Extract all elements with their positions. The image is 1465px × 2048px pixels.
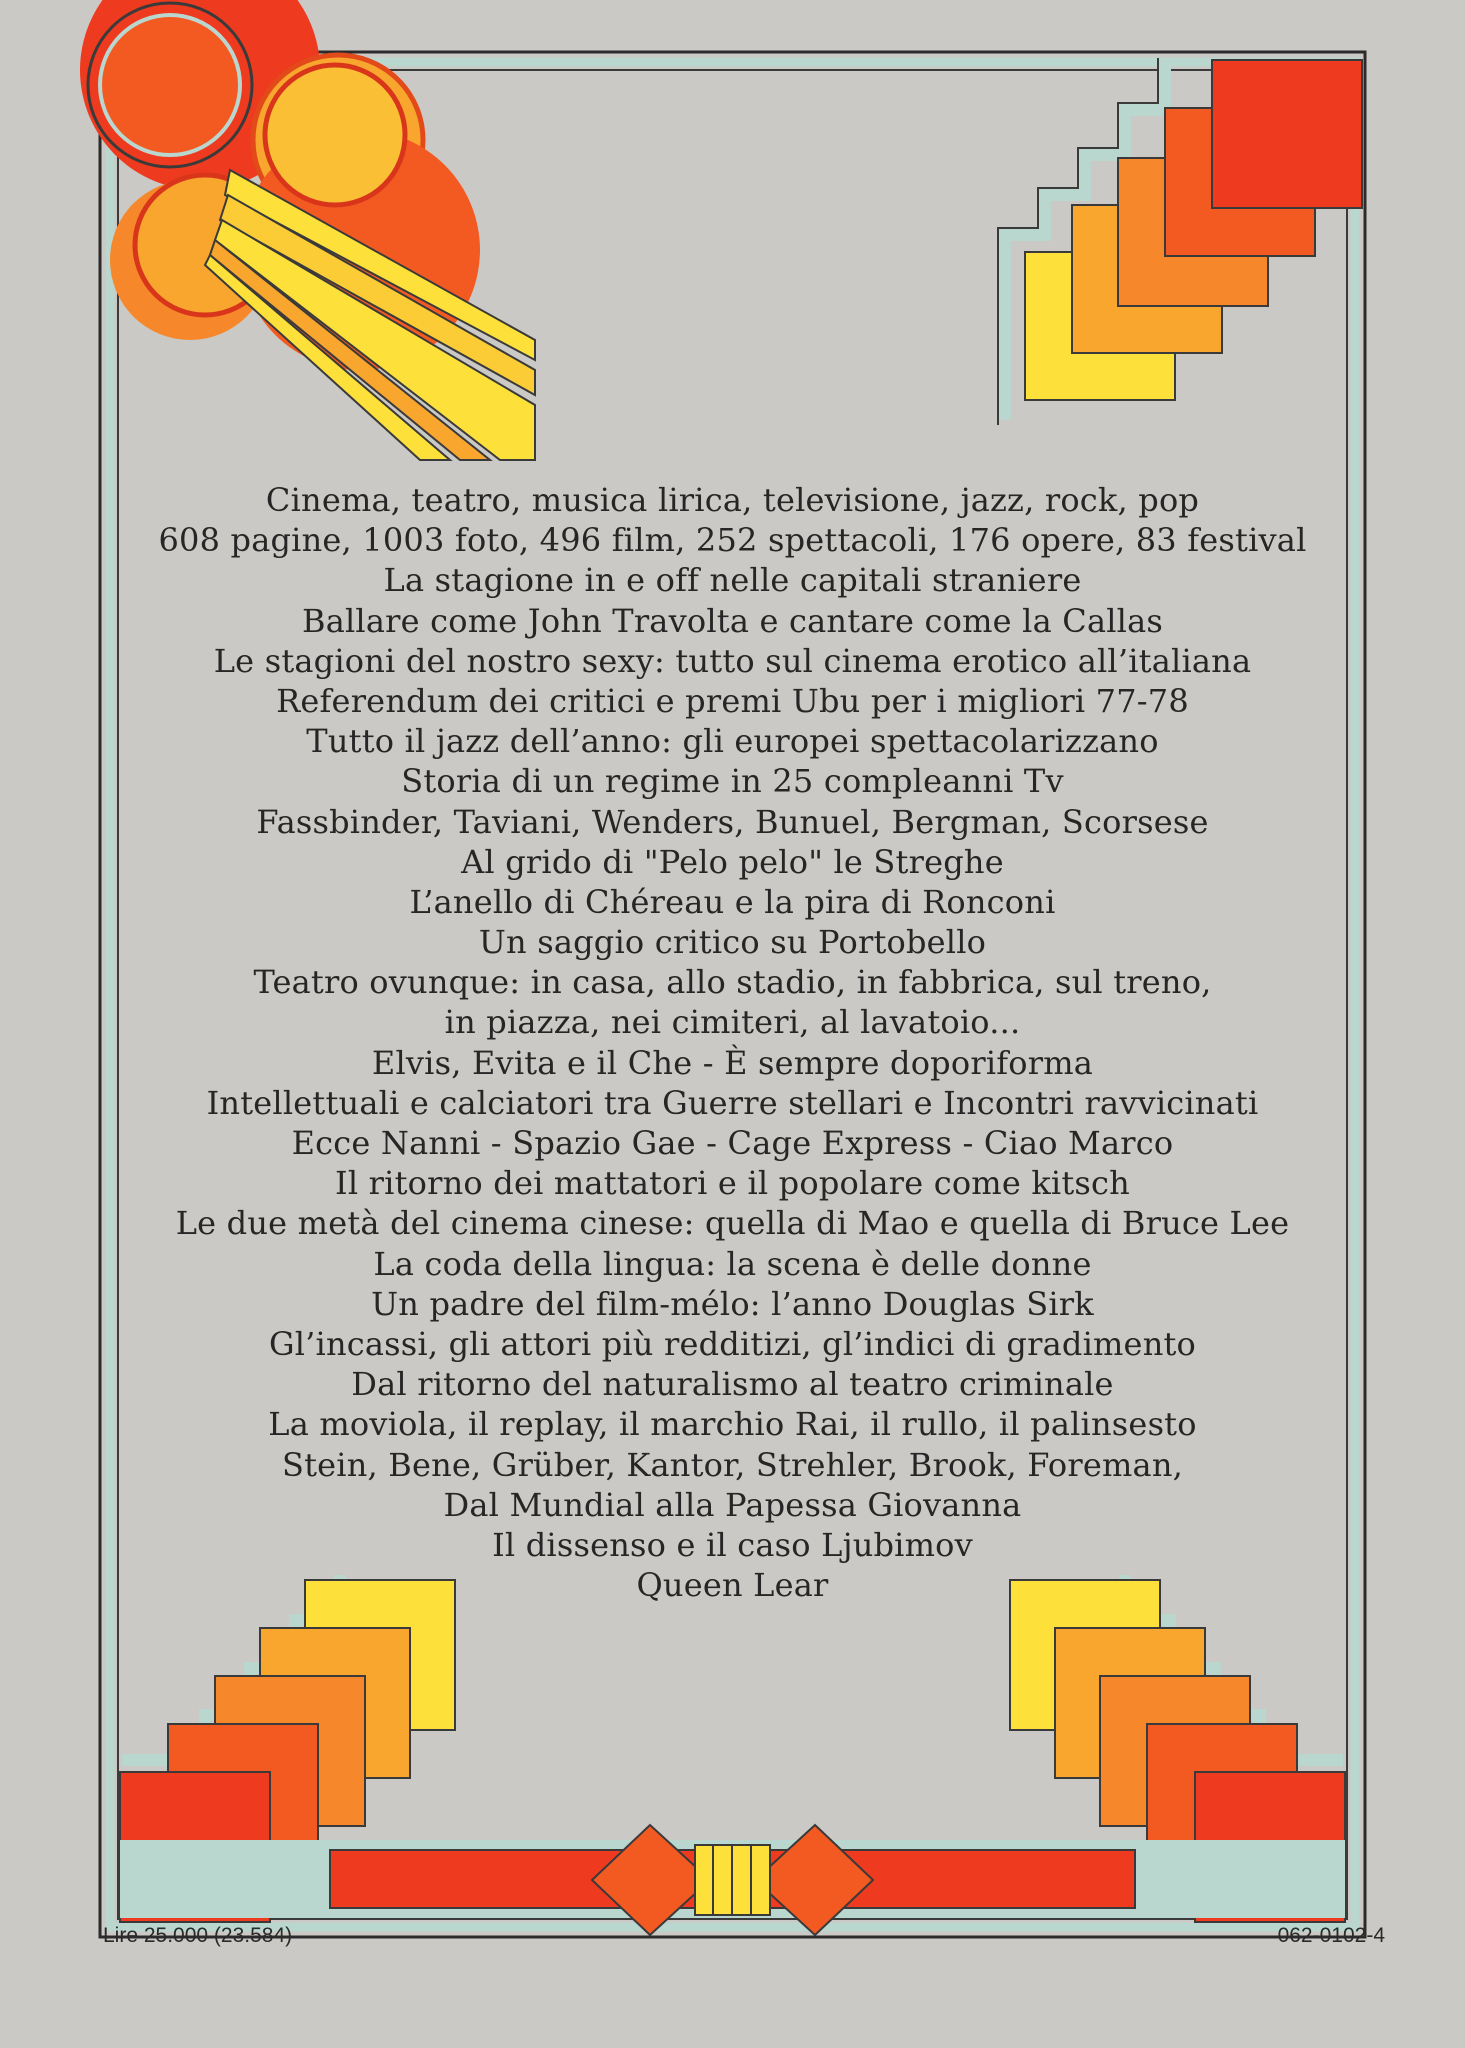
contents-line: Queen Lear: [636, 1566, 829, 1605]
contents-line: Elvis, Evita e il Che - È sempre doporiforma: [371, 1043, 1094, 1082]
contents-line: in piazza, nei cimiteri, al lavatoio...: [444, 1003, 1021, 1042]
contents-line: La stagione in e off nelle capitali straniere: [383, 561, 1082, 600]
contents-line: Il dissenso e il caso Ljubimov: [492, 1525, 973, 1564]
contents-line: La coda della lingua: la scena è delle donne: [373, 1244, 1092, 1283]
contents-line: Stein, Bene, Grüber, Kantor, Strehler, Brook, Foreman,: [281, 1445, 1184, 1484]
contents-line: Teatro ovunque: in casa, allo stadio, in fabbrica, sul treno,: [253, 963, 1212, 1002]
contents-line: Gl’incassi, gli attori più redditizi, gl’indici di gradimento: [268, 1324, 1197, 1363]
contents-line: Dal ritorno del naturalismo al teatro criminale: [351, 1365, 1114, 1404]
contents-line: Cinema, teatro, musica lirica, televisione, jazz, rock, pop: [265, 481, 1200, 519]
contents-line: Un saggio critico su Portobello: [478, 923, 987, 962]
contents-line: Ecce Nanni - Spazio Gae - Cage Express - Ciao Marco: [291, 1124, 1174, 1162]
contents-line: Il ritorno dei mattatori e il popolare come kitsch: [335, 1164, 1130, 1203]
contents-line: Storia di un regime in 25 compleanni Tv: [401, 762, 1064, 801]
contents-line: Un padre del film-mélo: l’anno Douglas Sirk: [371, 1284, 1094, 1323]
contents-line: La moviola, il replay, il marchio Rai, il rullo, il palinsesto: [268, 1405, 1197, 1444]
contents-line: Ballare come John Travolta e cantare come la Callas: [302, 601, 1163, 640]
contents-line: Tutto il jazz dell’anno: gli europei spettacolarizzano: [306, 722, 1159, 761]
corner-squares-top-right: [998, 58, 1362, 425]
catalog-code: 062-0102-4: [1277, 1924, 1385, 1947]
contents-line: L’anello di Chéreau e la pira di Ronconi: [409, 882, 1056, 921]
contents-line: Al grido di "Pelo pelo" le Streghe: [461, 842, 1004, 881]
contents-line: Fassbinder, Taviani, Wenders, Bunuel, Bergman, Scorsese: [256, 802, 1209, 841]
contents-line: Le stagioni del nostro sexy: tutto sul cinema erotico all’italiana: [213, 641, 1252, 680]
contents-list: [150, 480, 1315, 1605]
contents-line: Referendum dei critici e premi Ubu per i migliori 77-78: [276, 681, 1189, 720]
contents-line: 608 pagine, 1003 foto, 496 film, 252 spettacoli, 176 opere, 83 festival: [158, 521, 1307, 560]
contents-line: Le due metà del cinema cinese: quella di Mao e quella di Bruce Lee: [175, 1204, 1290, 1243]
contents-line: Intellettuali e calciatori tra Guerre stellari e Incontri ravvicinati: [206, 1083, 1259, 1122]
contents-line: Dal Mundial alla Papessa Giovanna: [443, 1485, 1022, 1524]
price-label: Lire 25.000 (23.584): [103, 1924, 293, 1947]
